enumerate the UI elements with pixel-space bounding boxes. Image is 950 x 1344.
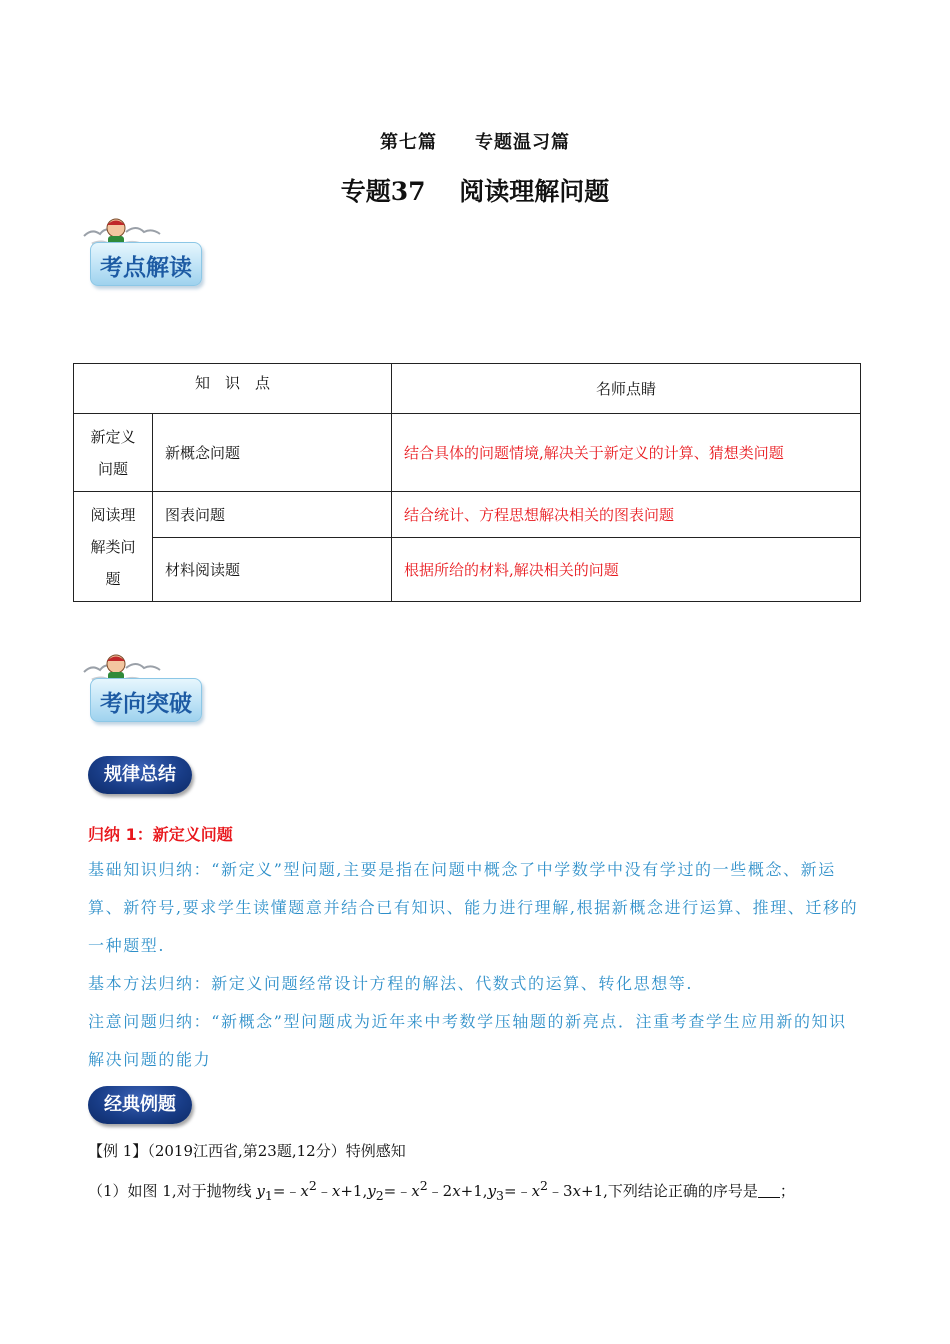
header-knowledge: 知 识 点: [74, 364, 392, 414]
topic-title: 专题37 阅读理解问题: [340, 177, 610, 206]
example-source: （2019江西省,第23题,12分）特例感知: [147, 1142, 406, 1160]
table-header-row: [74, 364, 861, 414]
rules-pill: 规律总结: [88, 756, 192, 794]
kaodian-label: 考点解读: [100, 254, 192, 281]
basic-knowledge-paragraph: 基础知识归纳：“新定义”型问题,主要是指在问题中概念了中学数学中没有学过的一些概念、新运算、新符号,要求学生读懂题意并结合已有知识、能力进行理解,根据新概念进行运算、推理、迁移的一种题型.: [88, 860, 859, 955]
table-row: [74, 492, 861, 538]
group1-label: [74, 414, 153, 492]
example-1-header: [88, 1140, 406, 1161]
group2-label-line: 解类问: [90, 537, 136, 556]
table-row: [74, 538, 861, 602]
group2-label-line: 阅读理: [90, 505, 136, 524]
table-row: [74, 414, 861, 492]
knowledge-table: [73, 363, 861, 602]
group2-label-line: 题: [105, 569, 121, 588]
kaodian-plate: [90, 242, 202, 286]
attention-paragraph: 注意问题归纳：“新概念”型问题成为近年来中考数学压轴题的新亮点．注重考查学生应用新的知识解决问题的能力: [88, 1012, 847, 1069]
question-end: ；: [779, 1182, 795, 1200]
formula: $y_1=﹣x^2﹣x+1,y_2=﹣x^2﹣2x+1,y_3=﹣x^2﹣3x+1$: [256, 1178, 604, 1203]
example-1-question: [88, 1178, 795, 1203]
basic-method-paragraph: 基本方法归纳：新定义问题经常设计方程的解法、代数式的运算、转化思想等.: [88, 974, 694, 993]
question-suffix: ,下列结论正确的序号是: [603, 1182, 758, 1200]
row-topic: 新概念问题: [153, 414, 392, 492]
row-tip: 结合具体的问题情境,解决关于新定义的计算、猜想类问题: [392, 414, 861, 492]
group1-label-line: 新定义: [90, 427, 136, 446]
kaodian-banner: [82, 214, 204, 294]
group1-label-line: 问题: [97, 459, 128, 478]
example-label: 【例 1】: [88, 1142, 148, 1160]
section-heading: 归纳 1：新定义问题: [88, 825, 233, 844]
question-prefix: （1）如图 1,对于抛物线: [88, 1182, 257, 1200]
row-topic: 图表问题: [153, 492, 392, 538]
row-tip: 根据所给的材料,解决相关的问题: [392, 538, 861, 602]
row-tip: 结合统计、方程思想解决相关的图表问题: [392, 492, 861, 538]
answer-blank[interactable]: [758, 1183, 780, 1198]
examples-pill: 经典例题: [88, 1086, 192, 1124]
kaoxiang-banner: [82, 650, 204, 730]
header-tips: 名师点睛: [392, 364, 861, 414]
kaoxiang-plate: [90, 678, 202, 722]
kaoxiang-label: 考向突破: [100, 690, 192, 717]
group2-label: [74, 492, 153, 602]
row-topic: 材料阅读题: [153, 538, 392, 602]
part-title: 第七篇 专题温习篇: [380, 132, 570, 153]
